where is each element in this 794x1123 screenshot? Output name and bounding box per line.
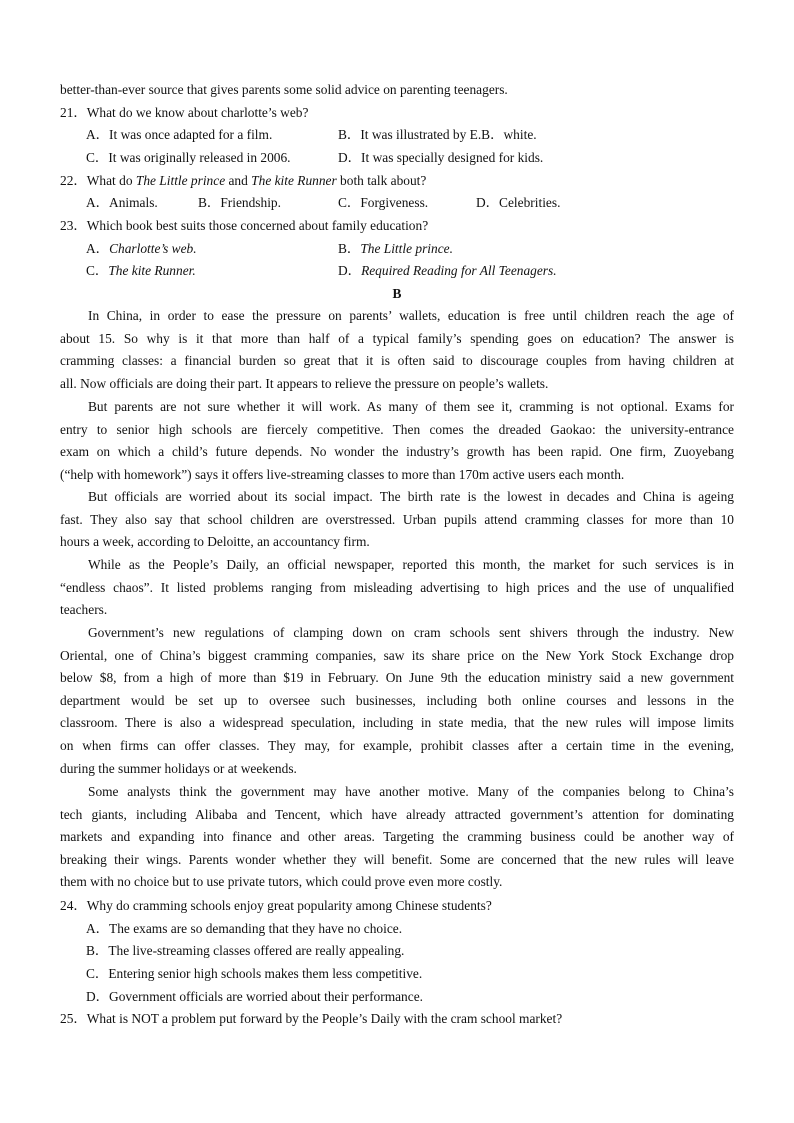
- q24-option-a: A．The exams are so demanding that they have no choice.: [86, 921, 403, 936]
- q24-option-c: C．Entering senior high schools makes them less competitive.: [86, 966, 423, 981]
- q23-option-b-text: The Little prince.: [360, 241, 453, 256]
- q22-stem: [60, 172, 734, 190]
- passage-paragraph-6: [60, 781, 734, 894]
- q23-option-a-text: Charlotte’s web.: [109, 241, 197, 256]
- passage-line: department would be set up to oversee such businesses, including both online courses and lessons in the: [60, 692, 734, 708]
- q21-option-d: D．It was specially designed for kids.: [338, 150, 544, 165]
- q22-title-kite-runner: The kite Runner: [251, 173, 337, 188]
- q24-option-d: D．Government officials are worried about their performance.: [86, 989, 423, 1004]
- passage-line: below $8, from a high of more than $19 in February. On June 9th the education ministry said a new government: [60, 670, 734, 686]
- q22-stem-mid: and: [225, 173, 252, 188]
- q22-stem-post: both talk about?: [336, 173, 427, 188]
- q22-option-a: A．Animals.: [86, 195, 158, 210]
- q21-options-row1: [86, 126, 736, 144]
- q23-option-b-label: B．: [338, 241, 361, 256]
- q22-option-b: B．Friendship.: [198, 195, 281, 210]
- q22-option-d: D．Celebrities.: [476, 195, 561, 210]
- q23-option-c-text: The kite Runner.: [108, 263, 196, 278]
- passage-line: on when firms can offer classes. They may, for example, prohibit classes after a certain time in the evening,: [60, 737, 734, 753]
- q23-options-row2: [86, 262, 736, 280]
- passage-line: Government’s new regulations of clamping down on cram schools sent shivers through the industry. New: [88, 625, 734, 640]
- passage-line: In China, in order to ease the pressure on parents’ wallets, education is free until children reach the age of: [88, 308, 734, 323]
- q24-stem: 24．Why do cramming schools enjoy great popularity among Chinese students?: [60, 898, 492, 913]
- q23-stem: 23．Which book best suits those concerned about family education?: [60, 218, 429, 233]
- q23-option-c-label: C．: [86, 263, 109, 278]
- q21-stem: 21．What do we know about charlotte’s web?: [60, 105, 309, 120]
- q23-option-d-label: D．: [338, 263, 362, 278]
- passage-paragraph-4: [60, 554, 734, 622]
- passage-line: all. Now officials are doing their part. It appears to relieve the pressure on people’s wallets.: [60, 375, 549, 391]
- passage-line: breaking their wings. Parents wonder whether they will benefit. Some are concerned that the new rules will leave: [60, 851, 734, 867]
- passage-line: While as the People’s Daily, an official newspaper, reported this month, the market for such services is in: [88, 557, 734, 572]
- passage-paragraph-3: [60, 486, 734, 554]
- passage-line: markets and expanding into finance and other areas. Targeting the cramming business could be another way of: [60, 829, 734, 845]
- passage-line: entry to senior high schools are fiercely competitive. Then comes the dreaded Gaokao: the university-entrance: [60, 421, 734, 437]
- passage-line: them with no choice but to use private tutors, which could prove even more costly.: [60, 874, 503, 890]
- q23-option-a-label: A．: [86, 241, 110, 256]
- q21-options-row2: [86, 149, 736, 167]
- q22-title-little-prince: The Little prince: [135, 173, 226, 188]
- q25-stem: 25．What is NOT a problem put forward by the People’s Daily with the cram school market?: [60, 1011, 563, 1026]
- passage-line: classroom. There is also a widespread speculation, including in state media, that the new rules will impose limits: [60, 715, 734, 731]
- passage-line: teachers.: [60, 602, 108, 618]
- passage-line: Some analysts think the government may have another motive. Many of the companies belong to China’s: [88, 784, 734, 799]
- section-b-heading: B: [392, 286, 402, 301]
- q21-option-b: B．It was illustrated by E.B．white.: [338, 127, 537, 142]
- q24-option-b: B．The live-streaming classes offered are really appealing.: [86, 943, 405, 958]
- passage-line: hours a week, according to Deloitte, an accountancy firm.: [60, 534, 370, 550]
- passage-paragraph-1: [60, 305, 734, 395]
- passage-line: cramming classes: a financial burden so great that it is often said to discourage couples from having children at: [60, 353, 734, 369]
- passage-line: Oriental, one of China’s biggest cramming companies, saw its share price on the New York Stock Exchange drop: [60, 647, 734, 663]
- q21-option-a: A．It was once adapted for a film.: [86, 127, 273, 142]
- q21-option-c: C．It was originally released in 2006.: [86, 150, 291, 165]
- q22-stem-pre: 22．What do: [60, 173, 136, 188]
- passage-line: “endless chaos”. It listed problems ranging from misleading advertising to high prices and the use of unqualified: [60, 579, 734, 595]
- passage-line: (“help with homework”) says it offers live-streaming classes to more than 170m active users each month.: [60, 466, 625, 482]
- q22-option-c: C．Forgiveness.: [338, 195, 429, 210]
- q23-option-a: [86, 240, 197, 258]
- q23-options-row1: [86, 240, 736, 258]
- q23-option-d: [338, 262, 557, 280]
- q22-options-row: [86, 194, 736, 212]
- q23-option-c: [86, 262, 196, 280]
- q23-option-b: [338, 240, 453, 258]
- q23-option-d-text: Required Reading for All Teenagers.: [361, 263, 557, 278]
- passage-line: exam on which a child’s future depends. No wonder the industry’s growth has been rapid. One firm, Zuoyebang: [60, 444, 734, 460]
- intro-tail: better-than-ever source that gives parents some solid advice on parenting teenagers.: [60, 82, 508, 97]
- passage-line: But officials are worried about its social impact. The birth rate is the lowest in decades and China is ageing: [88, 489, 734, 504]
- passage-paragraph-2: [60, 396, 734, 486]
- passage-line: about 15. So why is it that more than half of a typical family’s spending goes on education? The answer is: [60, 330, 734, 346]
- passage-line: tech giants, including Alibaba and Tencent, which have already attracted government’s attention for dominating: [60, 806, 734, 822]
- passage-line: But parents are not sure whether it will work. As many of them see it, cramming is not optional. Exams for: [88, 399, 734, 414]
- passage-line: fast. They also say that school children are overstressed. Urban pupils attend cramming classes for more than 10: [60, 511, 734, 527]
- passage-line: during the summer holidays or at weekends.: [60, 760, 297, 776]
- passage-paragraph-5: [60, 622, 734, 780]
